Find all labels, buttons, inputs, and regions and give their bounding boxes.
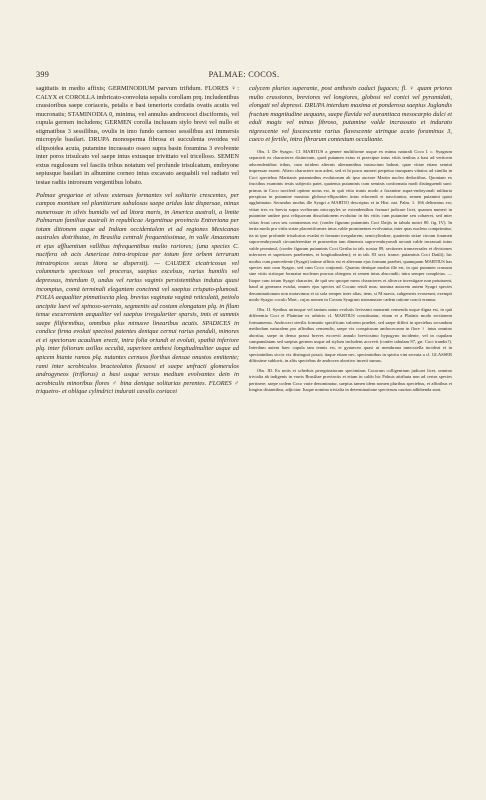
observation-1: Obs. I. De Syagro. Cl. MARTIUS a genere multiforme usque ex minus naturali Coco l. c. Syagrum separavit ex characteres distinctum, quod putamen extus et praecipue intus vittis tenibus a basi ad verticem adscendentibus tribus, cum totidem alternis alternantibus instructum habeat, quae vittae etiam semini impressae essent. Altero charactere non adest, sed et hi poros numeri perpetuo trunquam vittatos ad similia in Coci speciebus Martianis putaminibus evolutorum ab ipso auctore Martin nucleo deductibus. Quoniam ex fructibus examinis testis subjectis patet, quatenus putaminis cum seminis conformata modi distinguendi sunt: primus in Coco nociferā optime notus est, in quā vitta trunis modo a foramine supra-embryonali militaria perspicua in putamine maximo globoso-ellipsoideo intus educendi et nascituntur, semen putamini quasi agglutinatur. Secundus modus ille Syagri a MARTIO descriptus et in Hist. nat. Palm. 1. 166 delineatus est; vittae tres ex brevia supra sveltorum micropyles se extendentibus formari judicare licet, quarum numeri in putamine undare post reliquorum dissolutionem evoluitur in his vittis cum putamine sen cohaeret, sed inter vittas froas cava seu commensus est; (confer figuram putaminis Coci Datjis in tabula nostri 80. fig. IV). In tertia modo pro vittis striae placentiformes intus valde prominentes evolvuntur, inter quas nucleus comprimitur, ita ut ipse profunde trisulcatus evadat et formam irregularem, semicylindrae, quaternis striae circum foramen supra-embryonali circumferentiae et praesertim tam dimensis supra-embryonali arcuati valde incrassati intus valde prominul, (confer figuram putaminis Coci Gertha in tab. nostra 89, sectiones transversales et divisiones inferiores et superiores praebentes, et longitudinalem); et in tab. 83 sect. transv. putaminis Coci Datili); hic modus cum praecedente (Syagri) intime affinis est et alternam ejus formam praebet, quamquam MARTIUS has species non cum Syagro, sed cum Coco conjunxit. Quartus denique modus ille est, in quo putamen crassum sine vittis striisque formatur nucleum prorsus obtegens et semen intus abscondit; intra semper completus. — Itaque cum totum Syagri character, de quā seo quoque meos characteres et alicerce investigare non potuissent, haud ut generaea evadat, omnes ejus species ad Cocum retuli mus; nomina autorem autem Syagri species denominationum non motavimus et ut sola semper inter alias; item, si M mavis, subgeneris evaserunt, exempti modo Syagro coculo Mart., cujus nomen in Cocum Syagrum transmutare cadem ratione coacti eramus. — [249, 148, 452, 303]
observation-2: Obs. II. Synthus utriusque vel tantum unius evolutis levissimi momenti censenda usque digna est, in quā differentia Coci et Platiniae ex arbitrio cl. MARTIUS constituatur, etiam et a Platinis modo sectionem formamenus. Androceci sterilis formatio specificam valorem praebet, sed saepe differt in speciebus secundum methodum naturalem pro affinibus censendis; saepe vix conspicuum androceorum in flore ♀ intus omnino abortiur, saepe in denso prassi breves excrevit annulo breviosimo hypogyno incidente, vel in cupulam campanulatam sed saepius germen usque ad stylum includens accrevit (confer tabulam 87, grr. Coci trandis?). Interdum autem haec cupula tam tennis est, et gynaeceo quasi ut membrana tunecutella incideat et in speciminibus siccis vix distinguit possit; itaque etiam nec, speciminibus in spiritu vini servata a cl. GLASSER diltissime subluvit, in aliis speciebus de androceo abortivo incerti sumus. — [249, 306, 452, 364]
paragraph-habitat: Palmae gregariae et silvas extensas formantes vel solitarie crescentes, per campos montium vel planitierum sabulosas saepe aridas late dispersae, minus numerosae in silvis humidis vel ad litora maris, in America australi, a limite Palmarum familiae australi in republicae Argentinae provincia Entreriana per totam ditionem usque ad Indiam occidentalem et ad regiones Mexicanas australes distributae, in Brasilia centrali frequentissimae, in valle Amazonum et ejus affluentium vallibus infrequentibus multo rariores; (una species C. nucifera ob acis Americae intra-tropicae per totum fere orbem terrarum intratropicos secus litora se dispersit). — CAUDEX cicatricosus vel columnaris speciosus vel procerus, saepius excelsus, rarius humilis vel depressus, interdum 0, undus vel rarius vaginis persistentibus indutus quasi incomptus, comā terminali elegantem concinnā vel saepius crispato-plumosā. FOLIA aequaliter pinnatisecta pleq. brevius vaginata vaginā reticulatā, petiolo ancipite laevi vel spinoso-serrato, segmentis ad costam elongatam plq. in filum tenue excurrentem aequaliter vel saepius irregulariter sparsis, imis et summis saepe filiformibus, omnibus plus minusve linearibus acutis. SPADICES in condice firma evoluti speciosi patentes denique cernui rarius penduli, minores et ei speciorum acaulium erecti, intra folia oriundi et evoluti, spathā inferiore plq. inter foliorum axillas occultā, superiore anthesi longitudinaliter usque ad apicem hiante ramos plq. nutantes cernuos floribus densae onustos emittente; rami inter scrobiculos bracteolatos flexuosi et saepe unfracti glomerulos androgyneos (triflorus) a basi usque versus medium evolvantes dein in acrobiculis minoribus flores ♂ bina denique solitarias perentes. FLORES ♂ triquetro- et oblique cylindrici indurati cavulis coriacei — [36, 191, 239, 396]
left-column — [36, 85, 239, 775]
right-column — [249, 85, 452, 775]
page-number: 399 — [36, 70, 50, 79]
running-header — [36, 70, 452, 82]
observation-3: Obs. III. Ex notis et scheduis peregrinatorum speciminus Cocorum colligentium judicari licet, omnino trivialia ab indigenis in varris Brasiliae provinciis et etiam in caldo hic Palmis attributa non ad certas species pertinere; saepe codem Coco varie denominatur, saepius tamen idem nomen pluribus speciebus, et affinibus et longius distantibus, adjicitur. Itaque nomina trivialia in determinatione specierum caution adhibenda sunt. — [249, 367, 452, 393]
paragraph-description: sagittatis in medio affixis; GERMINODIUM parvum trifidum. FLORES ♀: CALYX et COROLLA imbricato-convoluta sepalis corollam prq. includentibus crassioribus saepe coriaceis, petalis e basi tenerioris cordatis ovatis acutis vel mucronatis; STAMINODIA 0, minima, vel annulus androceoci disciformis, vel cupula germen includens; GERMEN corolla inclusum stylo brevi vel nullo et stigmatibus 3 sessilibus, ovulis in imo fundo carnoso sessilibus axi immersis micropyle basilari. DRUPA monosperma fibrosa et succulenta ovoidea vel ellipsoidea acuta, putamine incrassato osseo supra basin foramina 3 evolvente inter poros trisulcato vel saepe intus extusque trivittato vel tricelloso. SEMEN extus rugulosum vel fasciis tribus notatum vel profunde trisulcatum, embryone sepiusque basilari in albumine corneo intus excavato aequabili vel radiato vel testae radiis introrsum vergentibus lobato. — [36, 85, 239, 187]
running-title: PALMAE: COCOS. — [208, 70, 280, 79]
paragraph-continued: calycem pluries superante, post anthesin caduci fugaces; fl. ♀ quam priores multo crassiores, breviores vel longiores, globosi vel conici vel pyramidati, elongati vel depressi. DRUPA interdum maxima et ponderosa saepius Juglandis fructum magnitudine aequans, saepe flavida vel aurantiaca mesocarpio dulci et eduli magis vel minus fibroso, putamine valde incrassato et indurato nigrescente vel fuscescente rarius flavescente utrinque acuto foraminus 3, caeco et fertile, intra fibrarum contextum occultante. — [249, 85, 452, 144]
